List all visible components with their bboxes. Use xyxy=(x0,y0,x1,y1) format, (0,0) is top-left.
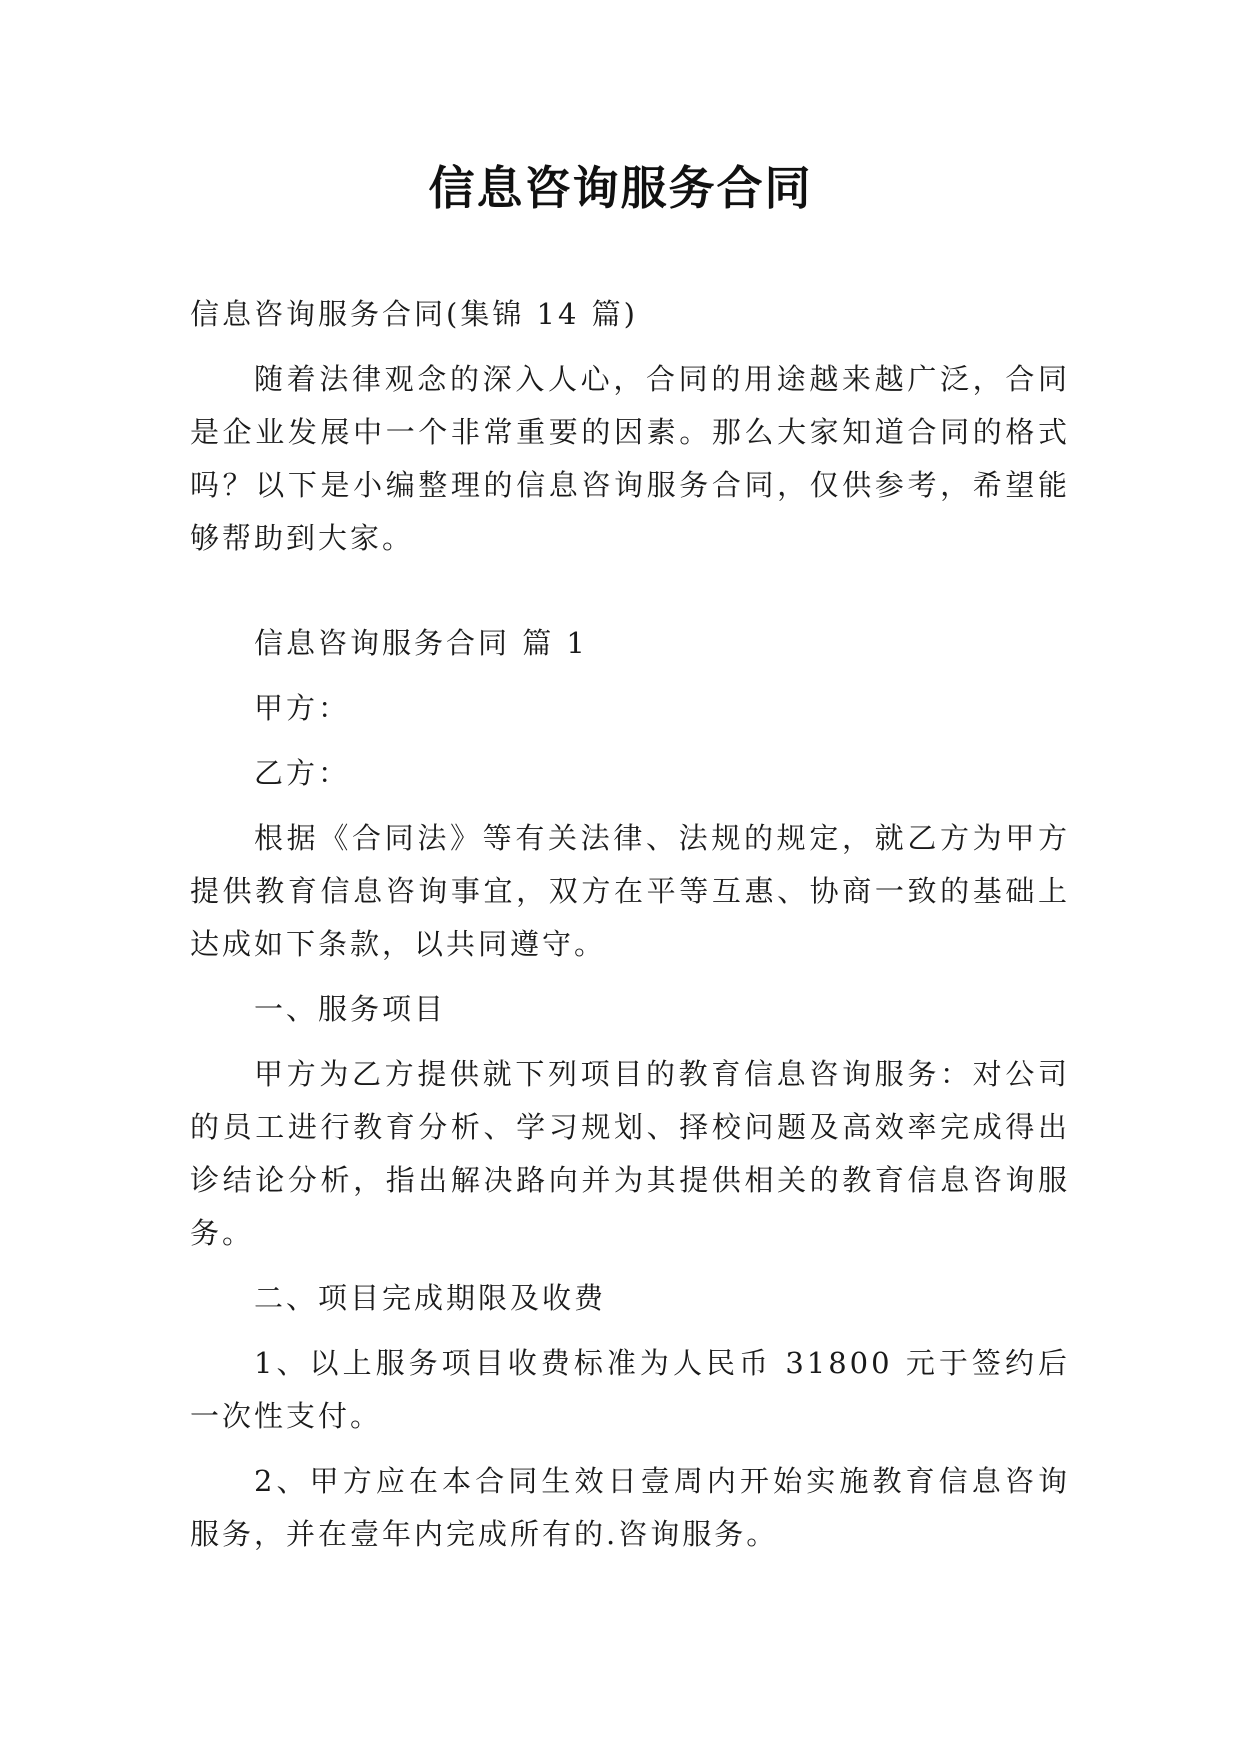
document-body xyxy=(190,288,1070,1573)
party-b-label: 乙方： xyxy=(254,756,351,790)
section-heading: 信息咨询服务合同 篇 1 xyxy=(254,626,588,660)
clause2-item-1: 1、以上服务项目收费标准为人民币 31800 元于签约后一次性支付。 xyxy=(190,1346,1070,1433)
clause2-heading: 二、项目完成期限及收费 xyxy=(254,1281,607,1315)
intro-paragraph: 随着法律观念的深入人心，合同的用途越来越广泛，合同是企业发展中一个非常重要的因素。那么大家知道合同的格式吗？以下是小编整理的信息咨询服务合同，仅供参考，希望能够帮助到大家。 xyxy=(190,362,1070,555)
clause1-heading: 一、服务项目 xyxy=(254,992,447,1026)
document-subtitle: 信息咨询服务合同(集锦 14 篇) xyxy=(190,297,638,331)
preamble-paragraph: 根据《合同法》等有关法律、法规的规定，就乙方为甲方提供教育信息咨询事宜，双方在平等互惠、协商一致的基础上达成如下条款，以共同遵守。 xyxy=(190,821,1070,961)
clause2-item-2: 2、甲方应在本合同生效日壹周内开始实施教育信息咨询服务，并在壹年内完成所有的.咨询服务。 xyxy=(190,1464,1070,1551)
clause1-body: 甲方为乙方提供就下列项目的教育信息咨询服务：对公司的员工进行教育分析、学习规划、择校问题及高效率完成得出诊结论分析，指出解决路向并为其提供相关的教育信息咨询服务。 xyxy=(190,1057,1070,1250)
document-title: 信息咨询服务合同 xyxy=(428,161,813,215)
party-a-label: 甲方： xyxy=(254,691,351,725)
